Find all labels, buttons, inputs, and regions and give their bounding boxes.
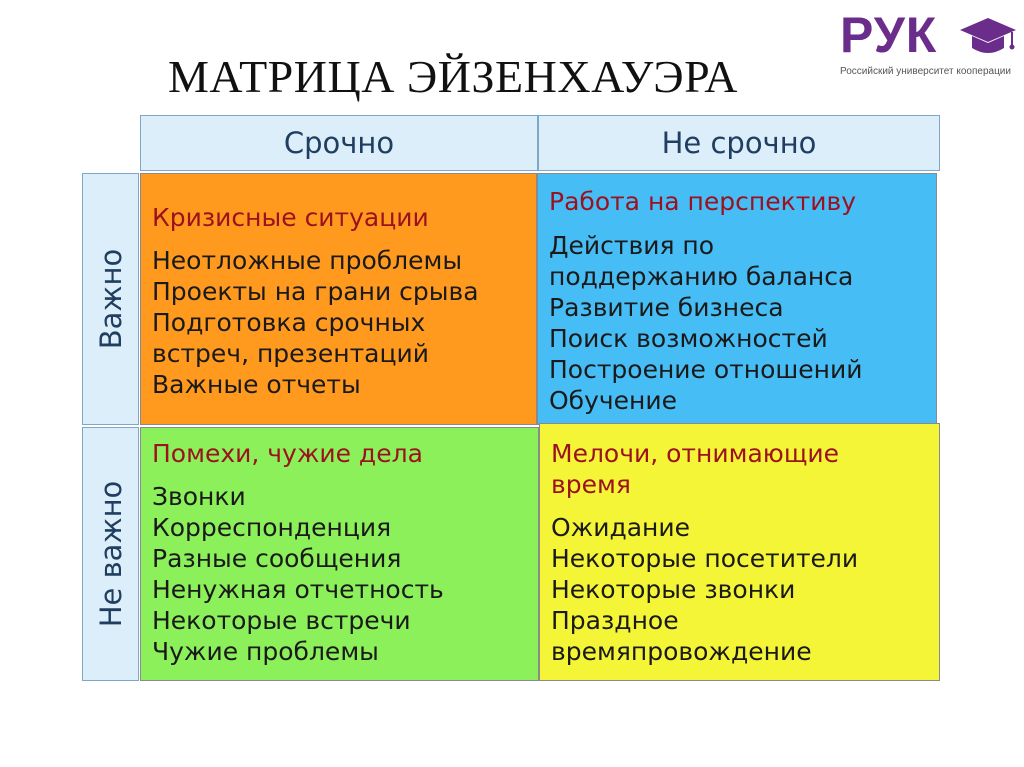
row-header-not-important-label: Не важно [93,480,128,628]
quadrant-urgent-important [140,173,537,425]
quadrant-urgent-not-important [140,427,539,681]
list-item: Некоторые встречи [152,606,411,635]
row-header-not-important [82,427,139,681]
list-item: Ожидание [551,513,691,542]
quadrant-heading: Кризисные ситуации [152,203,429,232]
list-item: Подготовка срочных [152,308,426,337]
list-item: Проекты на грани срыва [152,277,479,306]
quadrant-heading: Мелочи, отнимающие время [551,439,839,499]
list-item: Некоторые посетители [551,544,859,573]
list-item: поддержанию баланса [549,262,854,291]
quadrant-not-urgent-important [537,173,937,425]
list-item: Развитие бизнеса [549,293,784,322]
row-header-important-label: Важно [93,248,128,350]
quadrant-items [549,230,862,416]
list-item: Построение отношений [549,355,863,384]
list-item: Ненужная отчетность [152,575,444,604]
list-item: Чужие проблемы [152,637,379,666]
quadrant-items [152,245,479,400]
list-item: встреч, презентаций [152,339,429,368]
column-header-urgent: Срочно [140,115,538,171]
quadrant-not-urgent-not-important [539,423,940,681]
list-item: Праздное [551,606,679,635]
list-item: Звонки [152,482,246,511]
logo-subtitle: Российский университет кооперации [840,66,1011,77]
list-item: Поиск возможностей [549,324,828,353]
row-header-important [82,173,139,425]
slide-title: МАТРИЦА ЭЙЗЕНХАУЭРА [168,51,739,102]
list-item: Разные сообщения [152,544,402,573]
quadrant-items [551,512,858,667]
quadrant-heading: Помехи, чужие дела [152,439,423,468]
logo-wordmark: РУК [840,7,938,63]
list-item: Важные отчеты [152,370,361,399]
column-header-not-urgent: Не срочно [538,115,940,171]
list-item: Действия по [549,231,715,260]
list-item: Неотложные проблемы [152,246,463,275]
list-item: Обучение [549,386,678,415]
list-item: Некоторые звонки [551,575,796,604]
university-logo [836,6,1022,96]
graduation-cap-icon [958,12,1018,60]
quadrant-items [152,481,444,667]
list-item: Корреспонденция [152,513,392,542]
quadrant-heading: Работа на перспективу [549,187,857,216]
list-item: времяпровождение [551,637,812,666]
